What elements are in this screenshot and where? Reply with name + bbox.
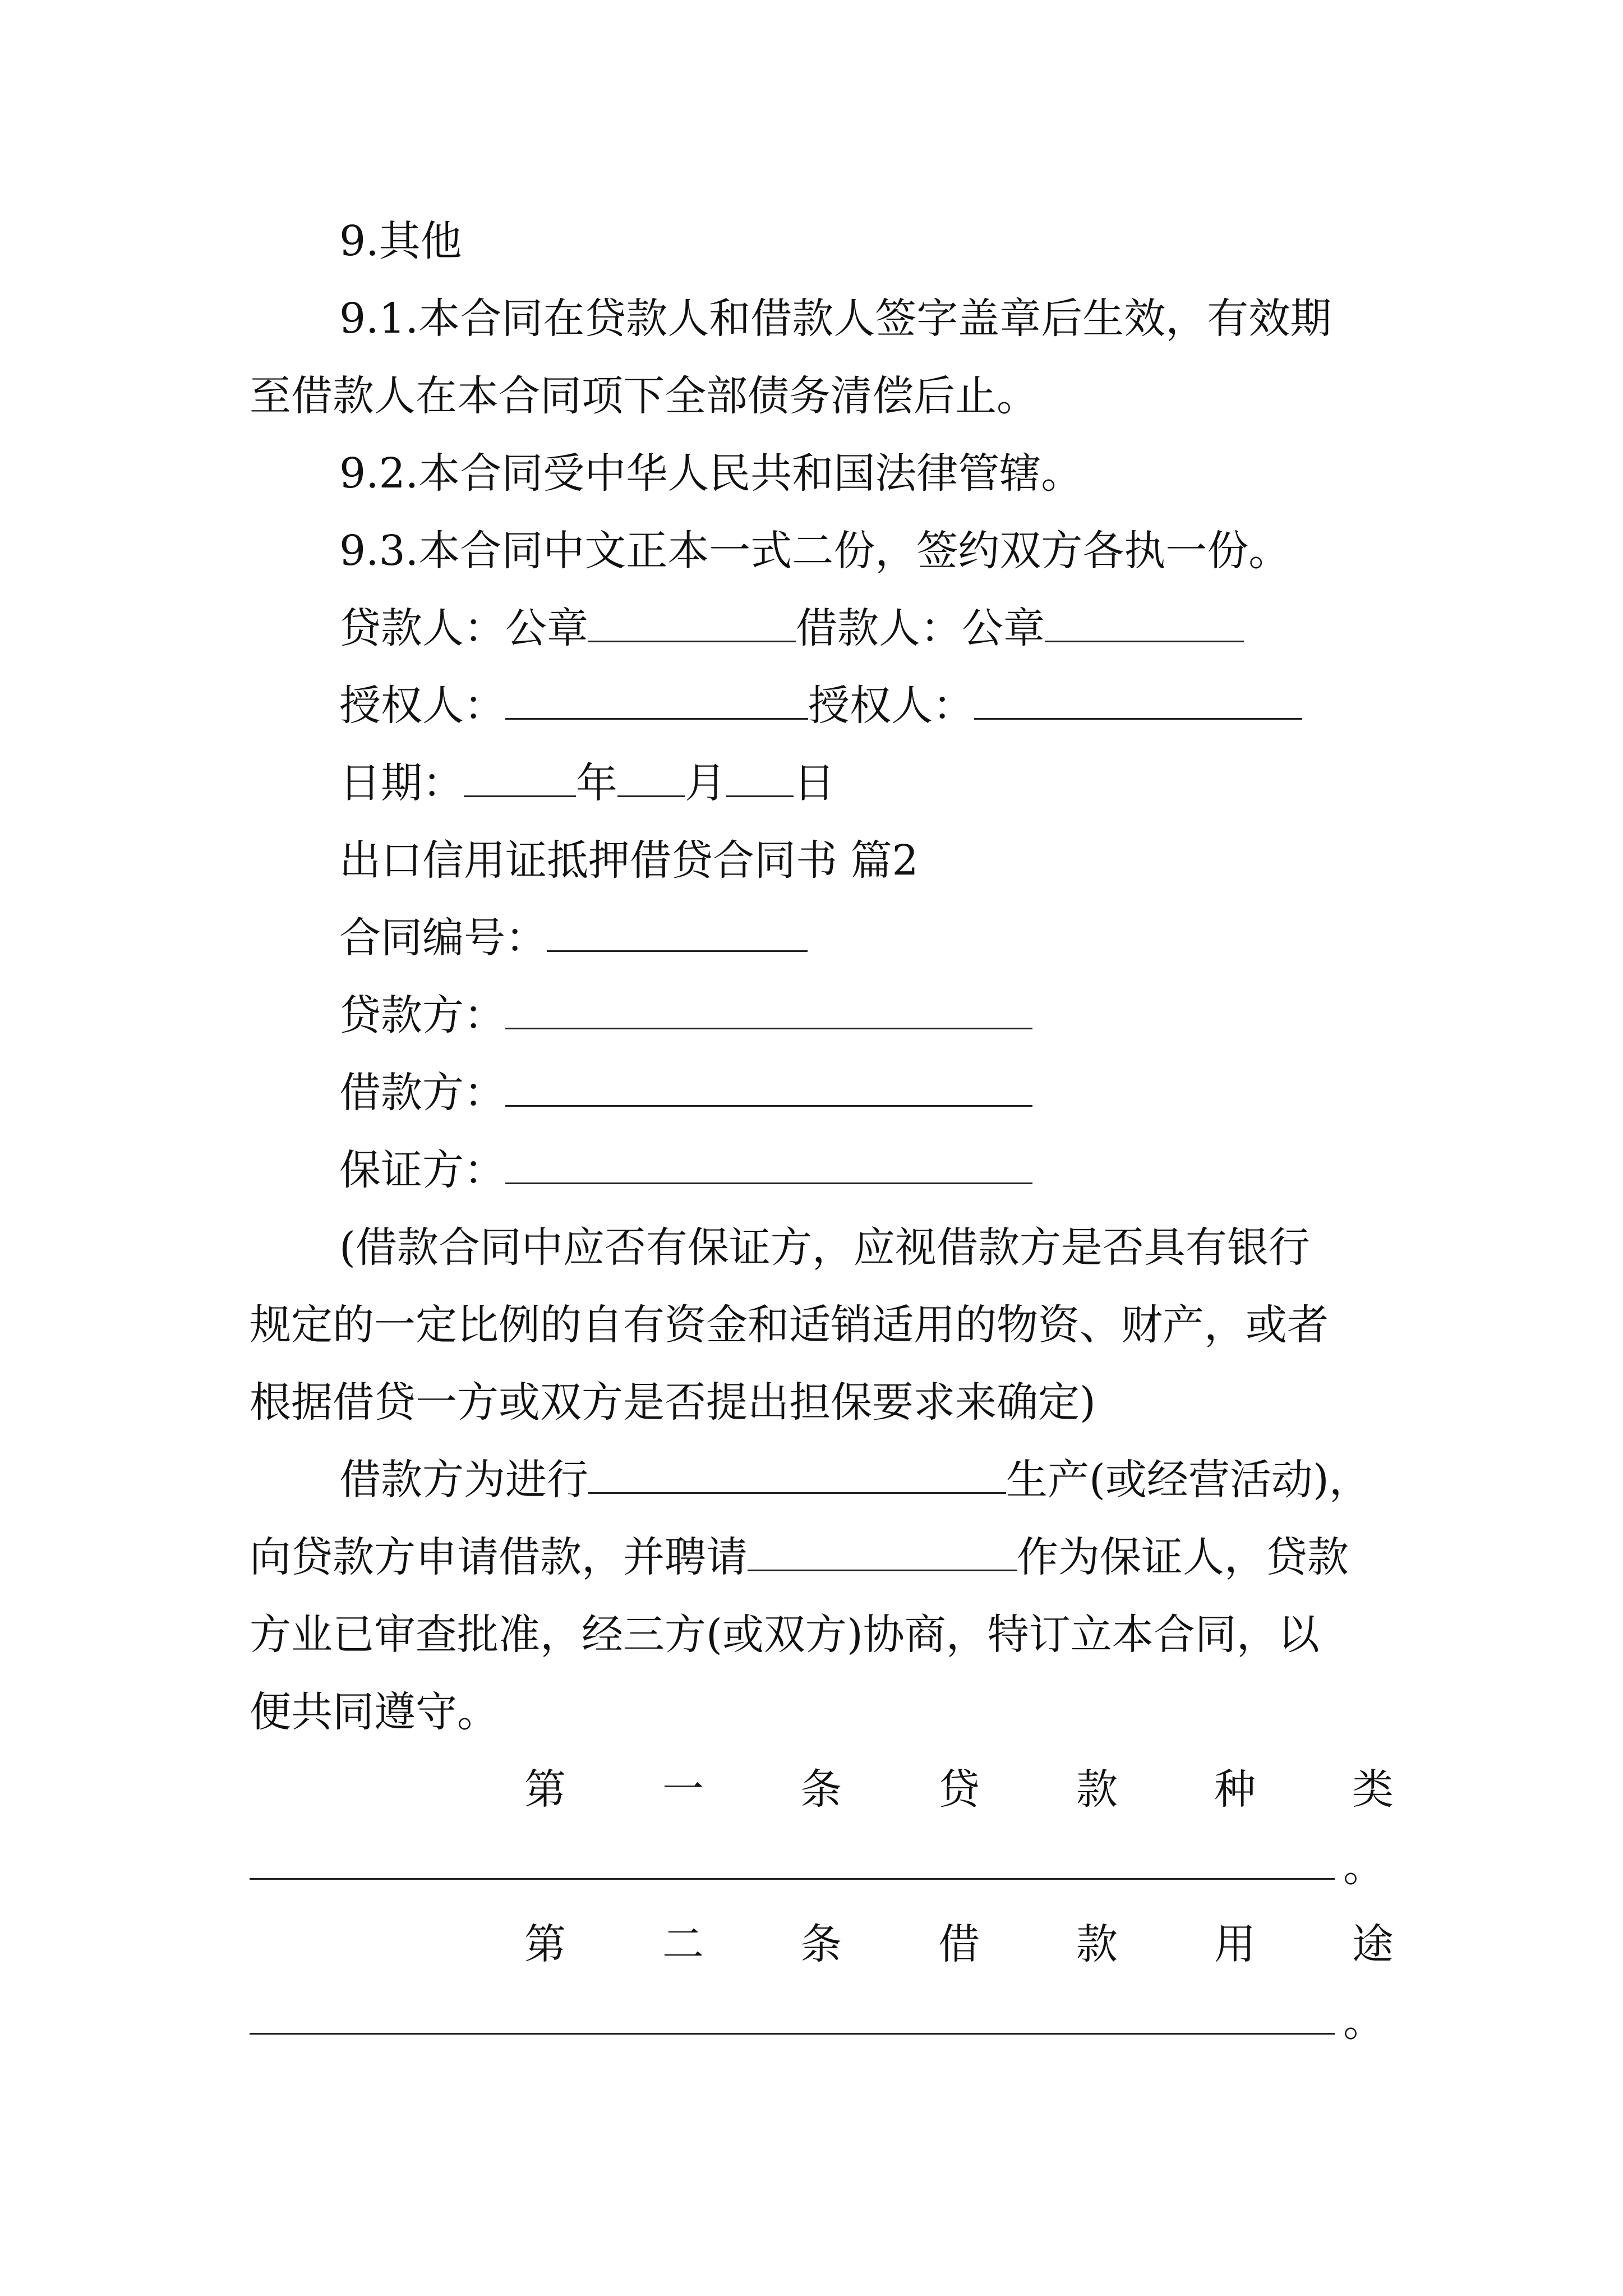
borrower-label: 借款方：: [339, 1069, 505, 1117]
article-1-char: 类: [1352, 1765, 1394, 1814]
intro-text-b: 生产(或经营活动)，: [1006, 1456, 1371, 1504]
lender-blank: [505, 988, 1032, 1029]
date-label: 日期：: [339, 759, 464, 807]
article-2-char: 用: [1214, 1920, 1256, 1968]
article-1-char: 条: [800, 1765, 842, 1814]
borrower-blank: [505, 1066, 1032, 1107]
authorized-1-blank: [505, 679, 808, 720]
guarantor-label: 保证方：: [339, 1146, 505, 1194]
date-row: [339, 755, 1394, 811]
intro-text-d: 作为保证人，贷款: [1017, 1533, 1349, 1581]
section-heading: 9.其他: [339, 217, 462, 265]
year-blank: [464, 756, 576, 797]
day-blank: [726, 756, 794, 797]
article-1-char: 款: [1076, 1765, 1118, 1814]
contract-title: 出口信用证抵押借贷合同书 篇2: [339, 836, 919, 885]
contract-number-blank: [547, 911, 808, 952]
intro-text-a: 借款方为进行: [339, 1456, 588, 1504]
guarantor-row: [339, 1142, 1394, 1198]
note-line-1: (借款合同中应否有保证方，应视借款方是否具有银行: [339, 1223, 1310, 1272]
article-2-char: 第: [524, 1920, 566, 1968]
authorized-2-blank: [974, 679, 1302, 720]
authorized-2-label: 授权人：: [808, 682, 974, 730]
article-2-period: 。: [1343, 1998, 1385, 2046]
authorized-1-label: 授权人：: [339, 682, 505, 730]
lender-seal-blank: [588, 601, 796, 642]
paragraph-9-3: 9.3.本合同中文正本一式二份，签约双方各执一份。: [339, 527, 1290, 575]
intro-line-4: 便共同遵守。: [250, 1688, 499, 1736]
article-2-char: 条: [800, 1920, 842, 1968]
paragraph-9-1-line-2: 至借款人在本合同项下全部债务清偿后止。: [250, 372, 1038, 420]
month-blank: [617, 756, 685, 797]
article-2-char: 二: [662, 1920, 704, 1968]
year-label: 年: [576, 759, 617, 807]
article-1-char: 种: [1214, 1765, 1256, 1814]
borrower-seal-label: 借款人：公章: [796, 604, 1045, 652]
paragraph-9-1-line-1: 9.1.本合同在贷款人和借款人签字盖章后生效，有效期: [339, 295, 1332, 343]
note-line-2: 规定的一定比例的自有资金和适销适用的物资、财产，或者: [250, 1301, 1329, 1349]
month-label: 月: [685, 759, 726, 807]
lender-seal-label: 贷款人：公章: [339, 604, 588, 652]
guarantor-name-blank: [748, 1530, 1017, 1571]
article-1-char: 贷: [938, 1765, 980, 1814]
note-line-3: 根据借贷一方或双方是否提出担保要求来确定): [250, 1378, 1096, 1427]
article-1-heading: [524, 1761, 1394, 1818]
contract-number-row: [339, 910, 1394, 966]
article-1-char: 第: [524, 1765, 566, 1814]
article-1-char: 一: [662, 1765, 704, 1814]
article-2-char: 途: [1352, 1920, 1394, 1968]
production-blank: [588, 1453, 1006, 1494]
borrower-row: [339, 1065, 1394, 1121]
authorized-row: [339, 678, 1394, 734]
intro-text-c: 向贷款方申请借款，并聘请: [250, 1533, 748, 1581]
intro-line-3: 方业已审查批准，经三方(或双方)协商，特订立本合同，以: [250, 1611, 1320, 1659]
guarantor-blank: [505, 1143, 1032, 1184]
lender-row: [339, 987, 1394, 1043]
article-2-heading: [524, 1916, 1394, 1972]
article-2-char: 借: [938, 1920, 980, 1968]
day-label: 日: [794, 759, 835, 807]
lender-label: 贷款方：: [339, 991, 505, 1039]
article-1-period: 。: [1343, 1843, 1385, 1891]
intro-line-2: [250, 1529, 1394, 1585]
contract-number-label: 合同编号：: [339, 914, 547, 962]
paragraph-9-2: 9.2.本合同受中华人民共和国法律管辖。: [339, 449, 1083, 498]
borrower-seal-blank: [1045, 601, 1244, 642]
article-2-blank: [250, 2033, 1335, 2035]
intro-line-1: [339, 1452, 1394, 1508]
article-1-blank: [250, 1878, 1335, 1880]
article-2-char: 款: [1076, 1920, 1118, 1968]
lender-seal-row: [339, 600, 1394, 656]
